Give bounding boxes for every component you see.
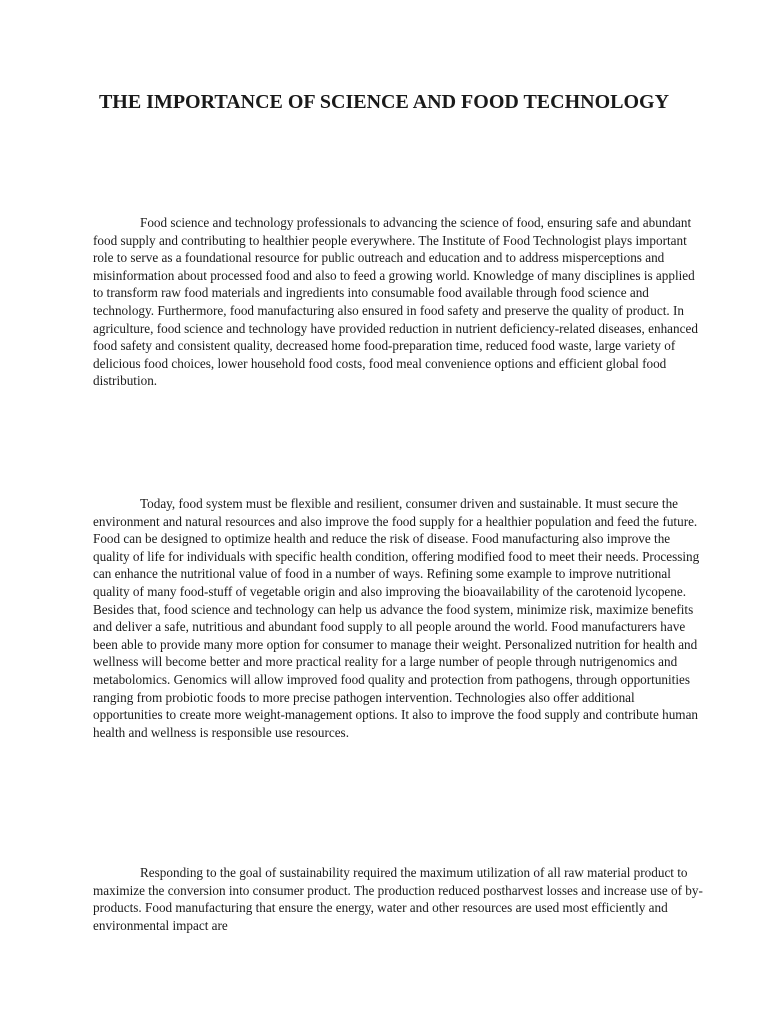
- paragraph-3: Responding to the goal of sustainability required the maximum utilization of all raw material product to maximize the conversion into consumer product. The production reduced postharvest losses and increase use of by-products. Food manufacturing that ensure the energy, water and other resources are used most efficiently and environmental impact are: [93, 865, 703, 933]
- paragraph-1: Food science and technology professionals to advancing the science of food, ensuring safe and abundant food supply and contributing to healthier people everywhere. The Institute of Food Technologist plays important role to serve as a foundational resource for public outreach and education and to address misperceptions and misinformation about processed food and also to feed a growing world. Knowledge of many disciplines is applied to transform raw food materials and ingredients into consumable food available through food science and technology. Furthermore, food manufacturing also ensured in food safety and preserve the quality of product. In agriculture, food science and technology have provided reduction in nutrient deficiency-related diseases, enhanced food safety and consistent quality, decreased home food-preparation time, reduced food waste, large variety of delicious food choices, lower household food costs, food meal convenience options and efficient global food distribution.: [93, 215, 698, 389]
- paragraph-2: Today, food system must be flexible and resilient, consumer driven and sustainable. It must secure the environment and natural resources and also improve the food supply for a healthier population and feed the future. Food can be designed to optimize health and reduce the risk of disease. Food manufacturing also improve the quality of life for individuals with specific health condition, offering modified food to meet their needs. Processing can enhance the nutritional value of food in a number of ways. Refining some example to improve nutritional quality of many food-stuff of vegetable origin and also improving the bioavailability of the carotenoid lycopene. Besides that, food science and technology can help us advance the food system, minimize risk, maximize benefits and deliver a safe, nutritious and abundant food supply to all people around the world. Food manufacturers have been able to provide many more option for consumer to manage their weight. Personalized nutrition for health and wellness will become better and more practical reality for a large number of people through nutrigenomics and metabolomics. Genomics will allow improved food quality and protection from pathogens, through opportunities ranging from probiotic foods to more precise pathogen intervention. Technologies also offer additional opportunities to create more weight-management options. It also to improve the food supply and contribute human health and wellness is responsible use resources.: [93, 496, 700, 740]
- document-title: THE IMPORTANCE OF SCIENCE AND FOOD TECHNOLOGY: [98, 91, 670, 113]
